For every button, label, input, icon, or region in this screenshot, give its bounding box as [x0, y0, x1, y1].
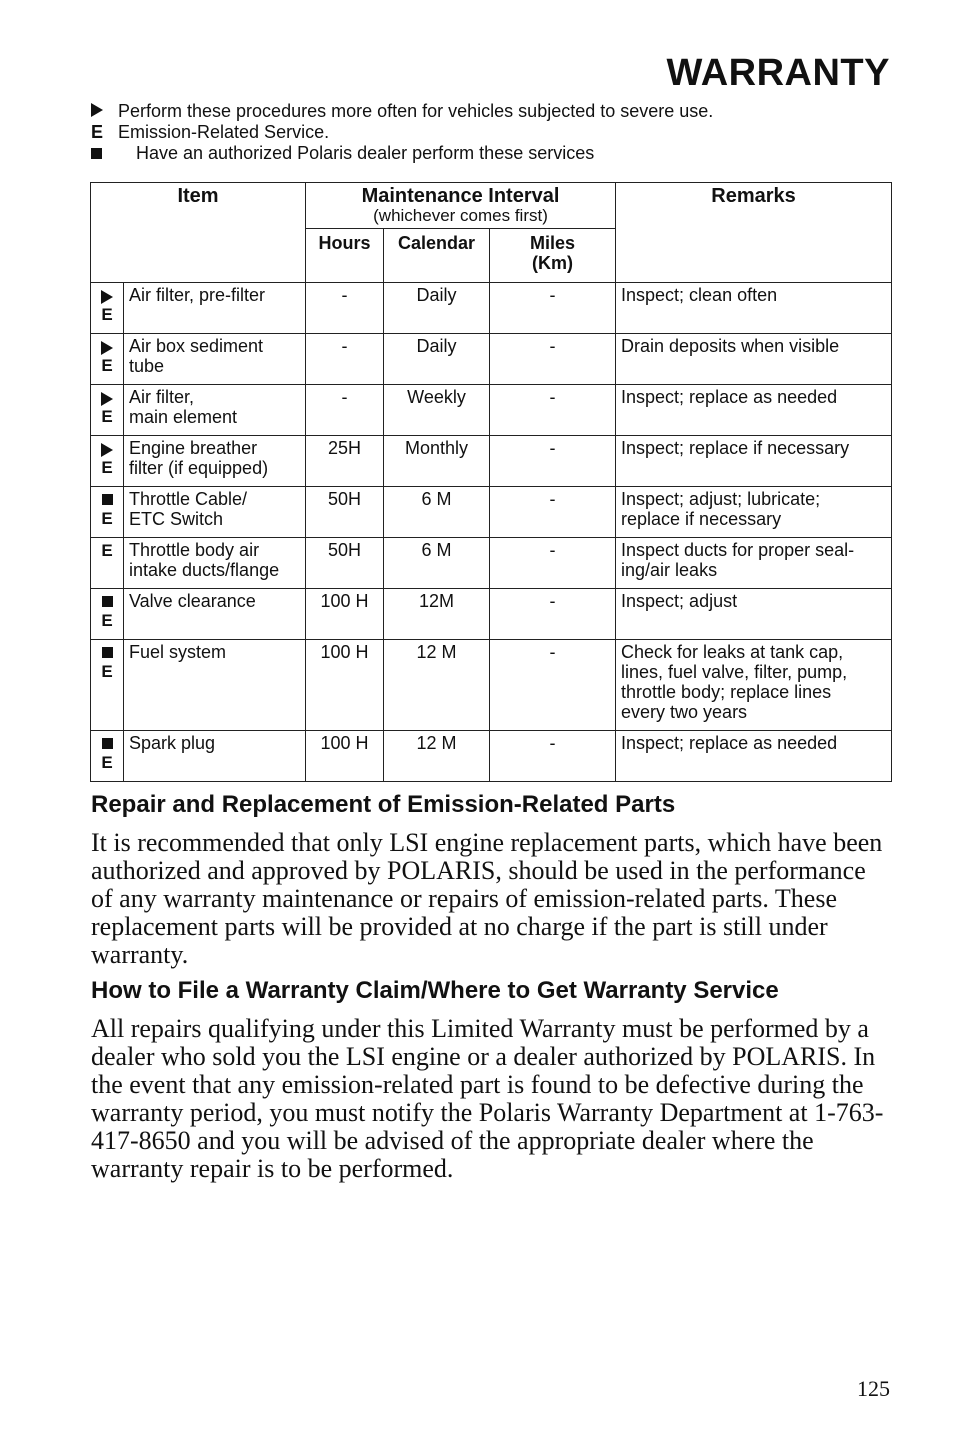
row-symbols: E — [91, 487, 124, 538]
row-remarks: Inspect; replace as needed — [616, 385, 892, 436]
row-symbols: E — [91, 334, 124, 385]
row-calendar: 6 M — [384, 487, 490, 538]
row-remarks: Inspect; replace if necessary — [616, 436, 892, 487]
table-row — [91, 385, 892, 436]
row-hours: 100 H — [306, 640, 384, 731]
row-symbols: E — [91, 640, 124, 731]
row-remarks: Inspect; adjust; lubricate; replace if necessary — [616, 487, 892, 538]
row-miles: - — [490, 283, 616, 334]
legend-symbol: E — [91, 122, 104, 142]
table-row — [91, 436, 892, 487]
legend-symbol — [91, 143, 136, 164]
row-hours: - — [306, 385, 384, 436]
row-hours: - — [306, 283, 384, 334]
table-row — [91, 283, 892, 334]
row-miles: - — [490, 487, 616, 538]
row-item: Air box sediment tube — [124, 334, 306, 385]
row-calendar: 6 M — [384, 538, 490, 589]
legend-symbol — [91, 101, 118, 122]
table-row — [91, 731, 892, 782]
triangle-icon — [101, 290, 113, 304]
row-item: Engine breather filter (if equipped) — [124, 436, 306, 487]
header-interval-title: Maintenance Interval — [361, 185, 560, 207]
row-item: Air filter, main element — [124, 385, 306, 436]
row-symbols: E — [91, 385, 124, 436]
row-item: Valve clearance — [124, 589, 306, 640]
row-remarks: Inspect ducts for proper seal- ing/air leaks — [616, 538, 892, 589]
legend-text: Emission-Related Service. — [118, 122, 330, 142]
table-row — [91, 538, 892, 589]
row-hours: 100 H — [306, 731, 384, 782]
legend-text: Perform these procedures more often for vehicles subjected to severe use. — [118, 101, 714, 121]
row-hours: 50H — [306, 487, 384, 538]
row-symbols: E — [91, 283, 124, 334]
square-icon — [102, 596, 113, 607]
section-body-claim: All repairs qualifying under this Limited Warranty must be performed by a dealer who sold you the LSI engine or a dealer authorized by POLARIS. In the event that any emission-related part is found to be defective during the warranty period, you must notify the Polaris Warranty Department at 1-763-417-8650 and you will be advised of the appropriate dealer where the warranty repair is to be performed. — [91, 1014, 884, 1183]
table-header-row — [91, 183, 892, 229]
square-icon — [102, 738, 113, 749]
square-icon — [91, 148, 102, 159]
header-hours: Hours — [306, 229, 384, 283]
row-miles: - — [490, 640, 616, 731]
row-miles: - — [490, 436, 616, 487]
row-hours: - — [306, 334, 384, 385]
row-remarks: Inspect; adjust — [616, 589, 892, 640]
row-hours: 50H — [306, 538, 384, 589]
header-interval — [306, 183, 616, 229]
triangle-icon — [91, 103, 103, 117]
row-item: Throttle Cable/ ETC Switch — [124, 487, 306, 538]
triangle-icon — [101, 392, 113, 406]
row-miles: - — [490, 334, 616, 385]
table-row — [91, 589, 892, 640]
row-calendar: 12 M — [384, 731, 490, 782]
row-miles: - — [490, 589, 616, 640]
row-symbols: E — [91, 436, 124, 487]
table-row — [91, 334, 892, 385]
row-calendar: Weekly — [384, 385, 490, 436]
row-calendar: Daily — [384, 283, 490, 334]
row-symbols: E — [91, 538, 124, 589]
row-item: Throttle body air intake ducts/flange — [124, 538, 306, 589]
row-calendar: Monthly — [384, 436, 490, 487]
header-item: Item — [91, 183, 306, 283]
section-heading-repair: Repair and Replacement of Emission-Related Parts — [91, 791, 676, 818]
maintenance-table — [90, 182, 892, 782]
table-row — [91, 487, 892, 538]
row-miles: - — [490, 731, 616, 782]
row-hours: 100 H — [306, 589, 384, 640]
header-miles: Miles (Km) — [490, 229, 616, 283]
header-calendar: Calendar — [384, 229, 490, 283]
row-remarks: Drain deposits when visible — [616, 334, 892, 385]
row-hours: 25H — [306, 436, 384, 487]
page-number: 125 — [857, 1376, 890, 1401]
square-icon — [102, 647, 113, 658]
triangle-icon — [101, 443, 113, 457]
legend — [91, 101, 713, 164]
legend-row-emission — [91, 122, 713, 143]
square-icon — [102, 494, 113, 505]
row-item: Air filter, pre-filter — [124, 283, 306, 334]
row-calendar: 12 M — [384, 640, 490, 731]
header-interval-note: (whichever comes first) — [373, 206, 548, 225]
section-body-repair: It is recommended that only LSI engine replacement parts, which have been authorized and approved by POLARIS, should be used in the performance of any warranty maintenance or repairs of emission-related parts. These replacement parts will be provided at no charge if the part is still under warranty. — [91, 828, 883, 969]
table-row — [91, 640, 892, 731]
row-calendar: Daily — [384, 334, 490, 385]
row-miles: - — [490, 538, 616, 589]
legend-text: Have an authorized Polaris dealer perform these services — [136, 143, 595, 163]
row-item: Fuel system — [124, 640, 306, 731]
row-item: Spark plug — [124, 731, 306, 782]
row-remarks: Check for leaks at tank cap, lines, fuel valve, filter, pump, throttle body; replace lines every two years — [616, 640, 892, 731]
triangle-icon — [101, 341, 113, 355]
header-remarks: Remarks — [616, 183, 892, 283]
row-miles: - — [490, 385, 616, 436]
row-remarks: Inspect; clean often — [616, 283, 892, 334]
row-remarks: Inspect; replace as needed — [616, 731, 892, 782]
row-symbols: E — [91, 589, 124, 640]
legend-row-dealer — [91, 143, 713, 164]
section-heading-claim: How to File a Warranty Claim/Where to Get Warranty Service — [91, 977, 779, 1004]
row-symbols: E — [91, 731, 124, 782]
row-calendar: 12M — [384, 589, 490, 640]
page-title: WARRANTY — [666, 52, 890, 94]
legend-row-severe-use — [91, 101, 713, 122]
